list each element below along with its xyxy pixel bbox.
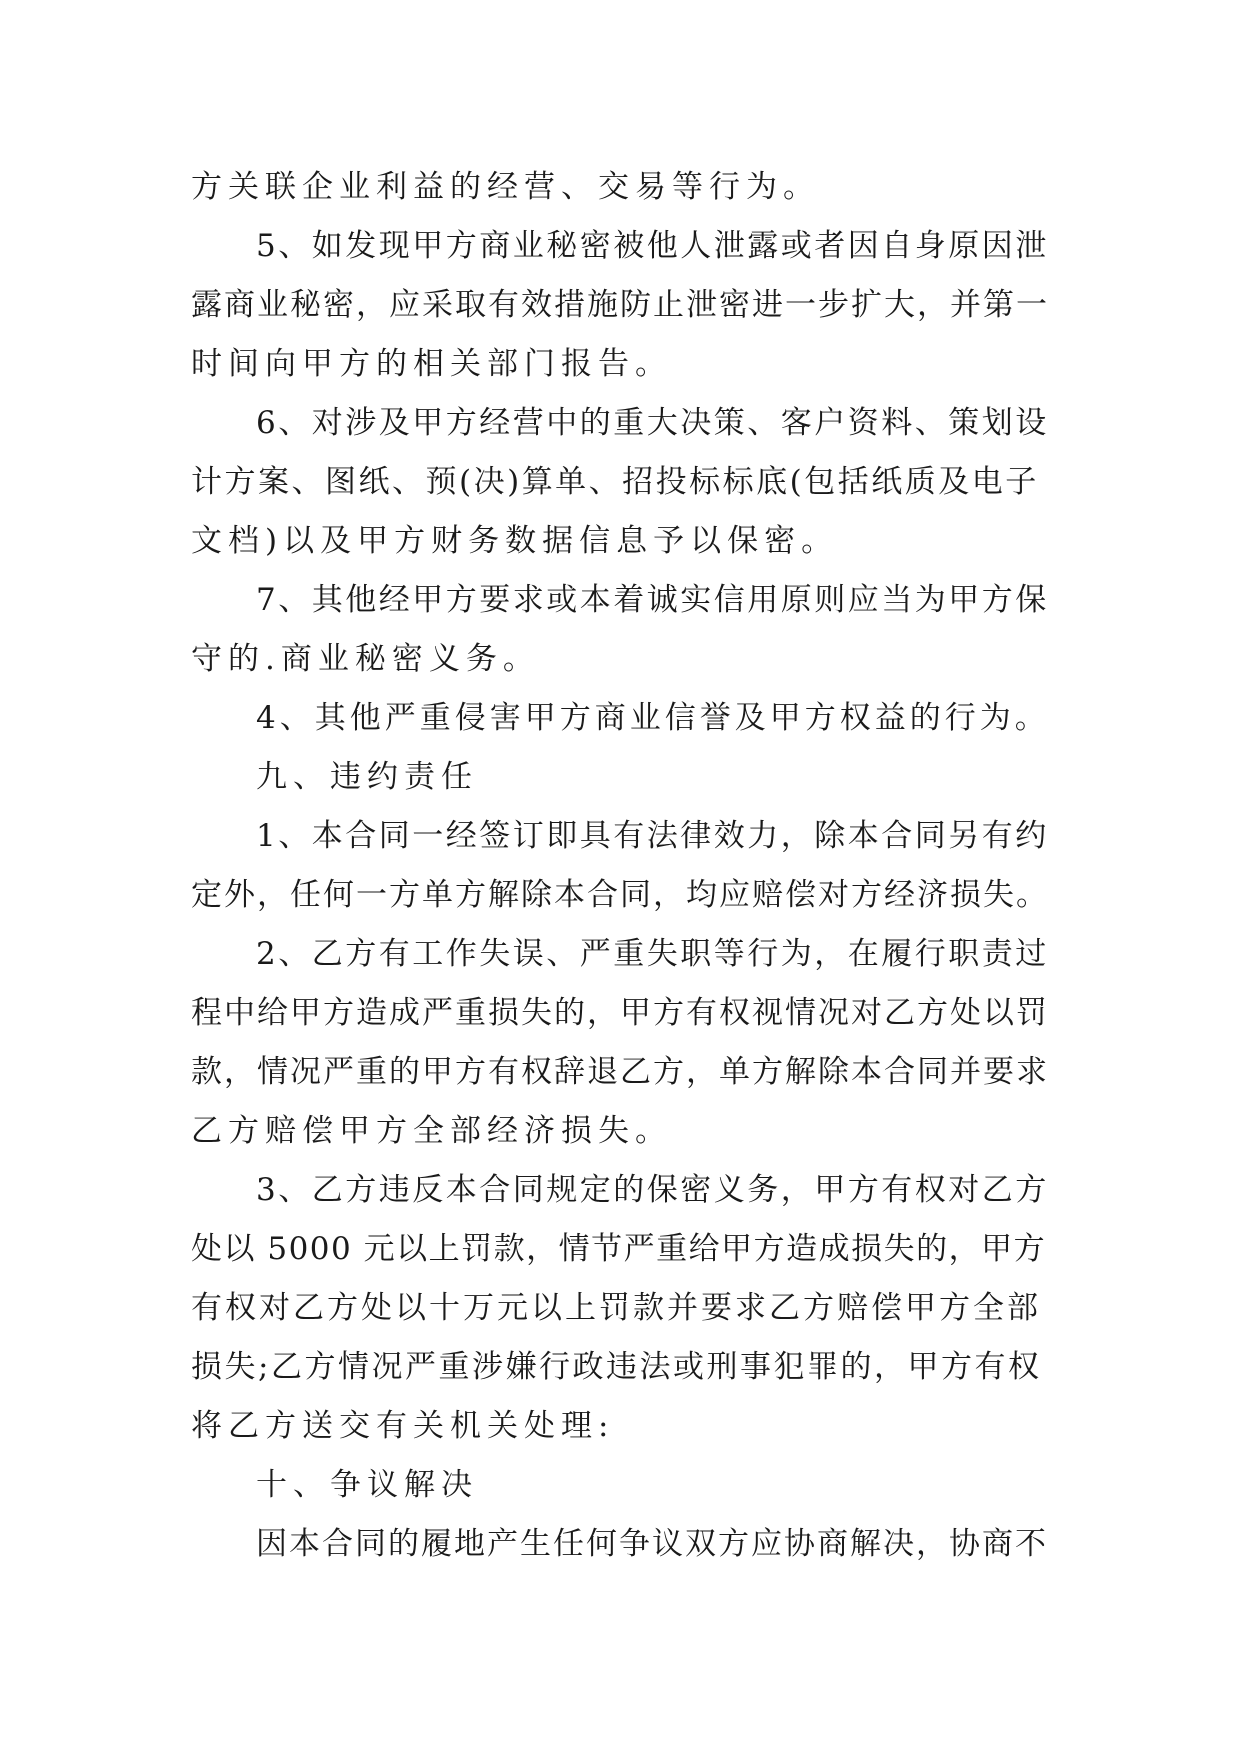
text-line: 将乙方送交有关机关处理: <box>191 1408 615 1444</box>
text-line: 露商业秘密，应采取有效措施防止泄密进一步扩大，并第一 <box>191 287 1049 323</box>
text-line: 方关联企业利益的经营、交易等行为。 <box>191 169 820 205</box>
text-line: 守的.商业秘密义务。 <box>191 641 540 677</box>
text-line: 程中给甲方造成严重损失的，甲方有权视情况对乙方处以罚 <box>191 995 1049 1031</box>
text-line: 4、其他严重侵害甲方商业信誉及甲方权益的行为。 <box>256 700 1050 736</box>
text-line: 3、乙方违反本合同规定的保密义务，甲方有权对乙方 <box>256 1172 1049 1208</box>
text-line: 有权对乙方处以十万元以上罚款并要求乙方赔偿甲方全部 <box>191 1290 1041 1326</box>
text-line: 定外，任何一方单方解除本合同，均应赔偿对方经济损失。 <box>191 877 1049 913</box>
text-line: 款，情况严重的甲方有权辞退乙方，单方解除本合同并要求 <box>191 1054 1049 1090</box>
text-line: 1、本合同一经签订即具有法律效力，除本合同另有约 <box>256 818 1049 854</box>
text-line: 十、争议解决 <box>256 1467 478 1503</box>
text-line: 7、其他经甲方要求或本着诚实信用原则应当为甲方保 <box>256 582 1049 618</box>
text-line: 5、如发现甲方商业秘密被他人泄露或者因自身原因泄 <box>256 228 1049 264</box>
text-line: 计方案、图纸、预(决)算单、招投标标底(包括纸质及电子 <box>191 464 1039 500</box>
text-line: 乙方赔偿甲方全部经济损失。 <box>191 1113 672 1149</box>
text-line: 九、违约责任 <box>256 759 478 795</box>
text-line: 6、对涉及甲方经营中的重大决策、客户资料、策划设 <box>256 405 1049 441</box>
text-line: 文档)以及甲方财务数据信息予以保密。 <box>191 523 839 559</box>
text-line: 处以 5000 元以上罚款，情节严重给甲方造成损失的，甲方 <box>191 1231 1047 1267</box>
document-body <box>191 158 1051 1574</box>
text-line: 时间向甲方的相关部门报告。 <box>191 346 672 382</box>
text-line: 因本合同的履地产生任何争议双方应协商解决，协商不 <box>256 1526 1048 1562</box>
text-line: 损失;乙方情况严重涉嫌行政违法或刑事犯罪的，甲方有权 <box>191 1349 1042 1385</box>
text-line: 2、乙方有工作失误、严重失职等行为，在履行职责过 <box>256 936 1049 972</box>
